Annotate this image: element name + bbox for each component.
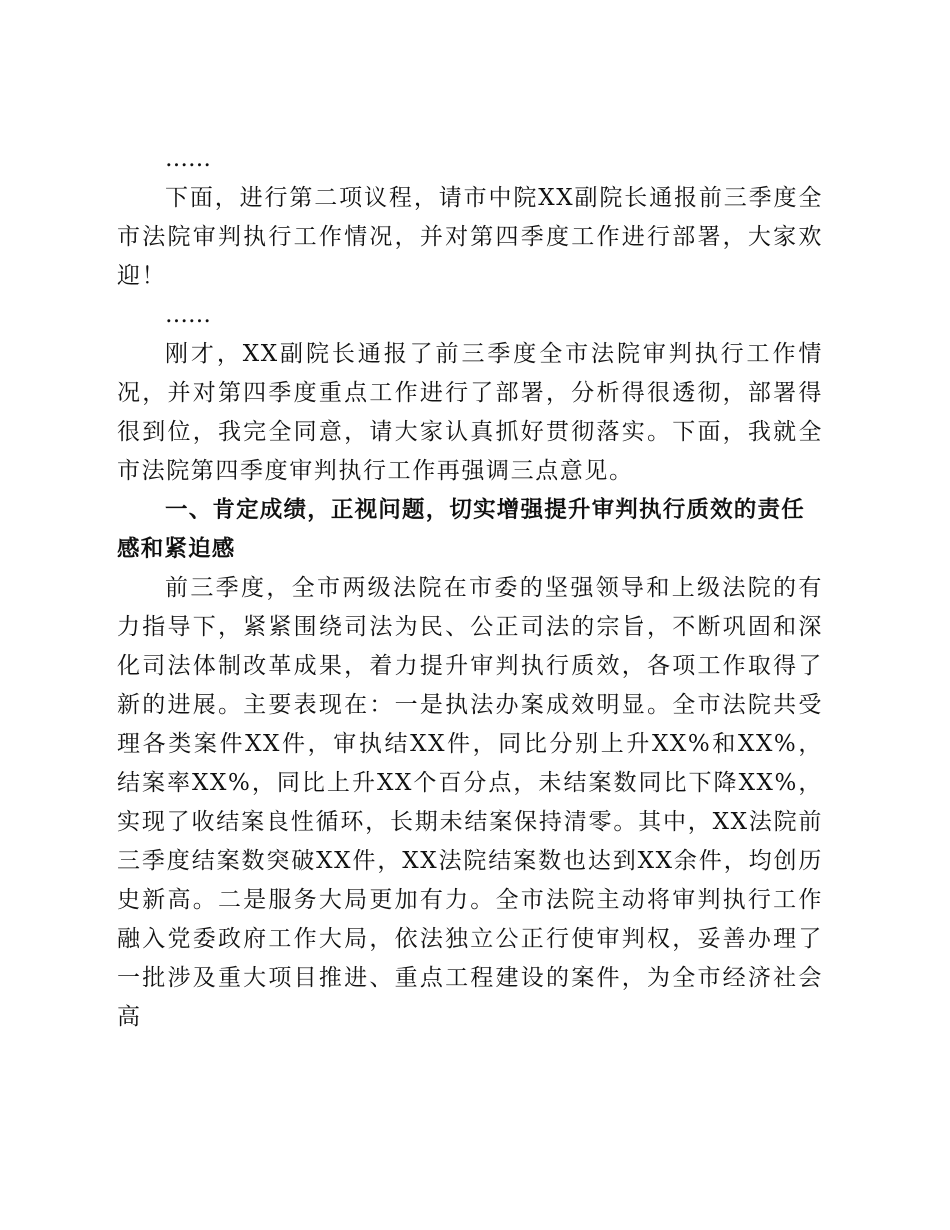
paragraph-agenda-item: 下面，进行第二项议程，请市中院XX副院长通报前三季度全市法院审判执行工作情况，并对第四季度工作进行部署，大家欢迎！: [117, 185, 823, 289]
document-body: [117, 140, 823, 1037]
paragraph-achievements: 前三季度，全市两级法院在市委的坚强领导和上级法院的有力指导下，紧紧围绕司法为民、公正司法的宗旨，不断巩固和深化司法体制改革成果，着力提升审判执行质效，各项工作取得了新的进展。主要表现在：一是执法办案成效明显。全市法院共受理各类案件XX件，审执结XX件，同比分别上升XX%和XX%，结案率XX%，同比上升XX个百分点，未结案数同比下降XX%，实现了收结案良性循环，长期未结案保持清零。其中，XX法院前三季度结案数突破XX件，XX法院结案数也达到XX余件，均创历史新高。二是服务大局更加有力。全市法院主动将审判执行工作融入党委政府工作大局，依法独立公正行使审判权，妥善办理了一批涉及重大项目推进、重点工程建设的案件，为全市经济社会高: [117, 575, 823, 1030]
ellipsis-marker: ……: [165, 146, 211, 172]
paragraph-response: 刚才，XX副院长通报了前三季度全市法院审判执行工作情况，并对第四季度重点工作进行了部署，分析得很透彻，部署得很到位，我完全同意，请大家认真抓好贯彻落实。下面，我就全市法院第四季度审判执行工作再强调三点意见。: [117, 341, 823, 484]
ellipsis-marker: ……: [165, 302, 211, 328]
section-heading-1: 一、肯定成绩，正视问题，切实增强提升审判执行质效的责任感和紧迫感: [117, 497, 805, 562]
